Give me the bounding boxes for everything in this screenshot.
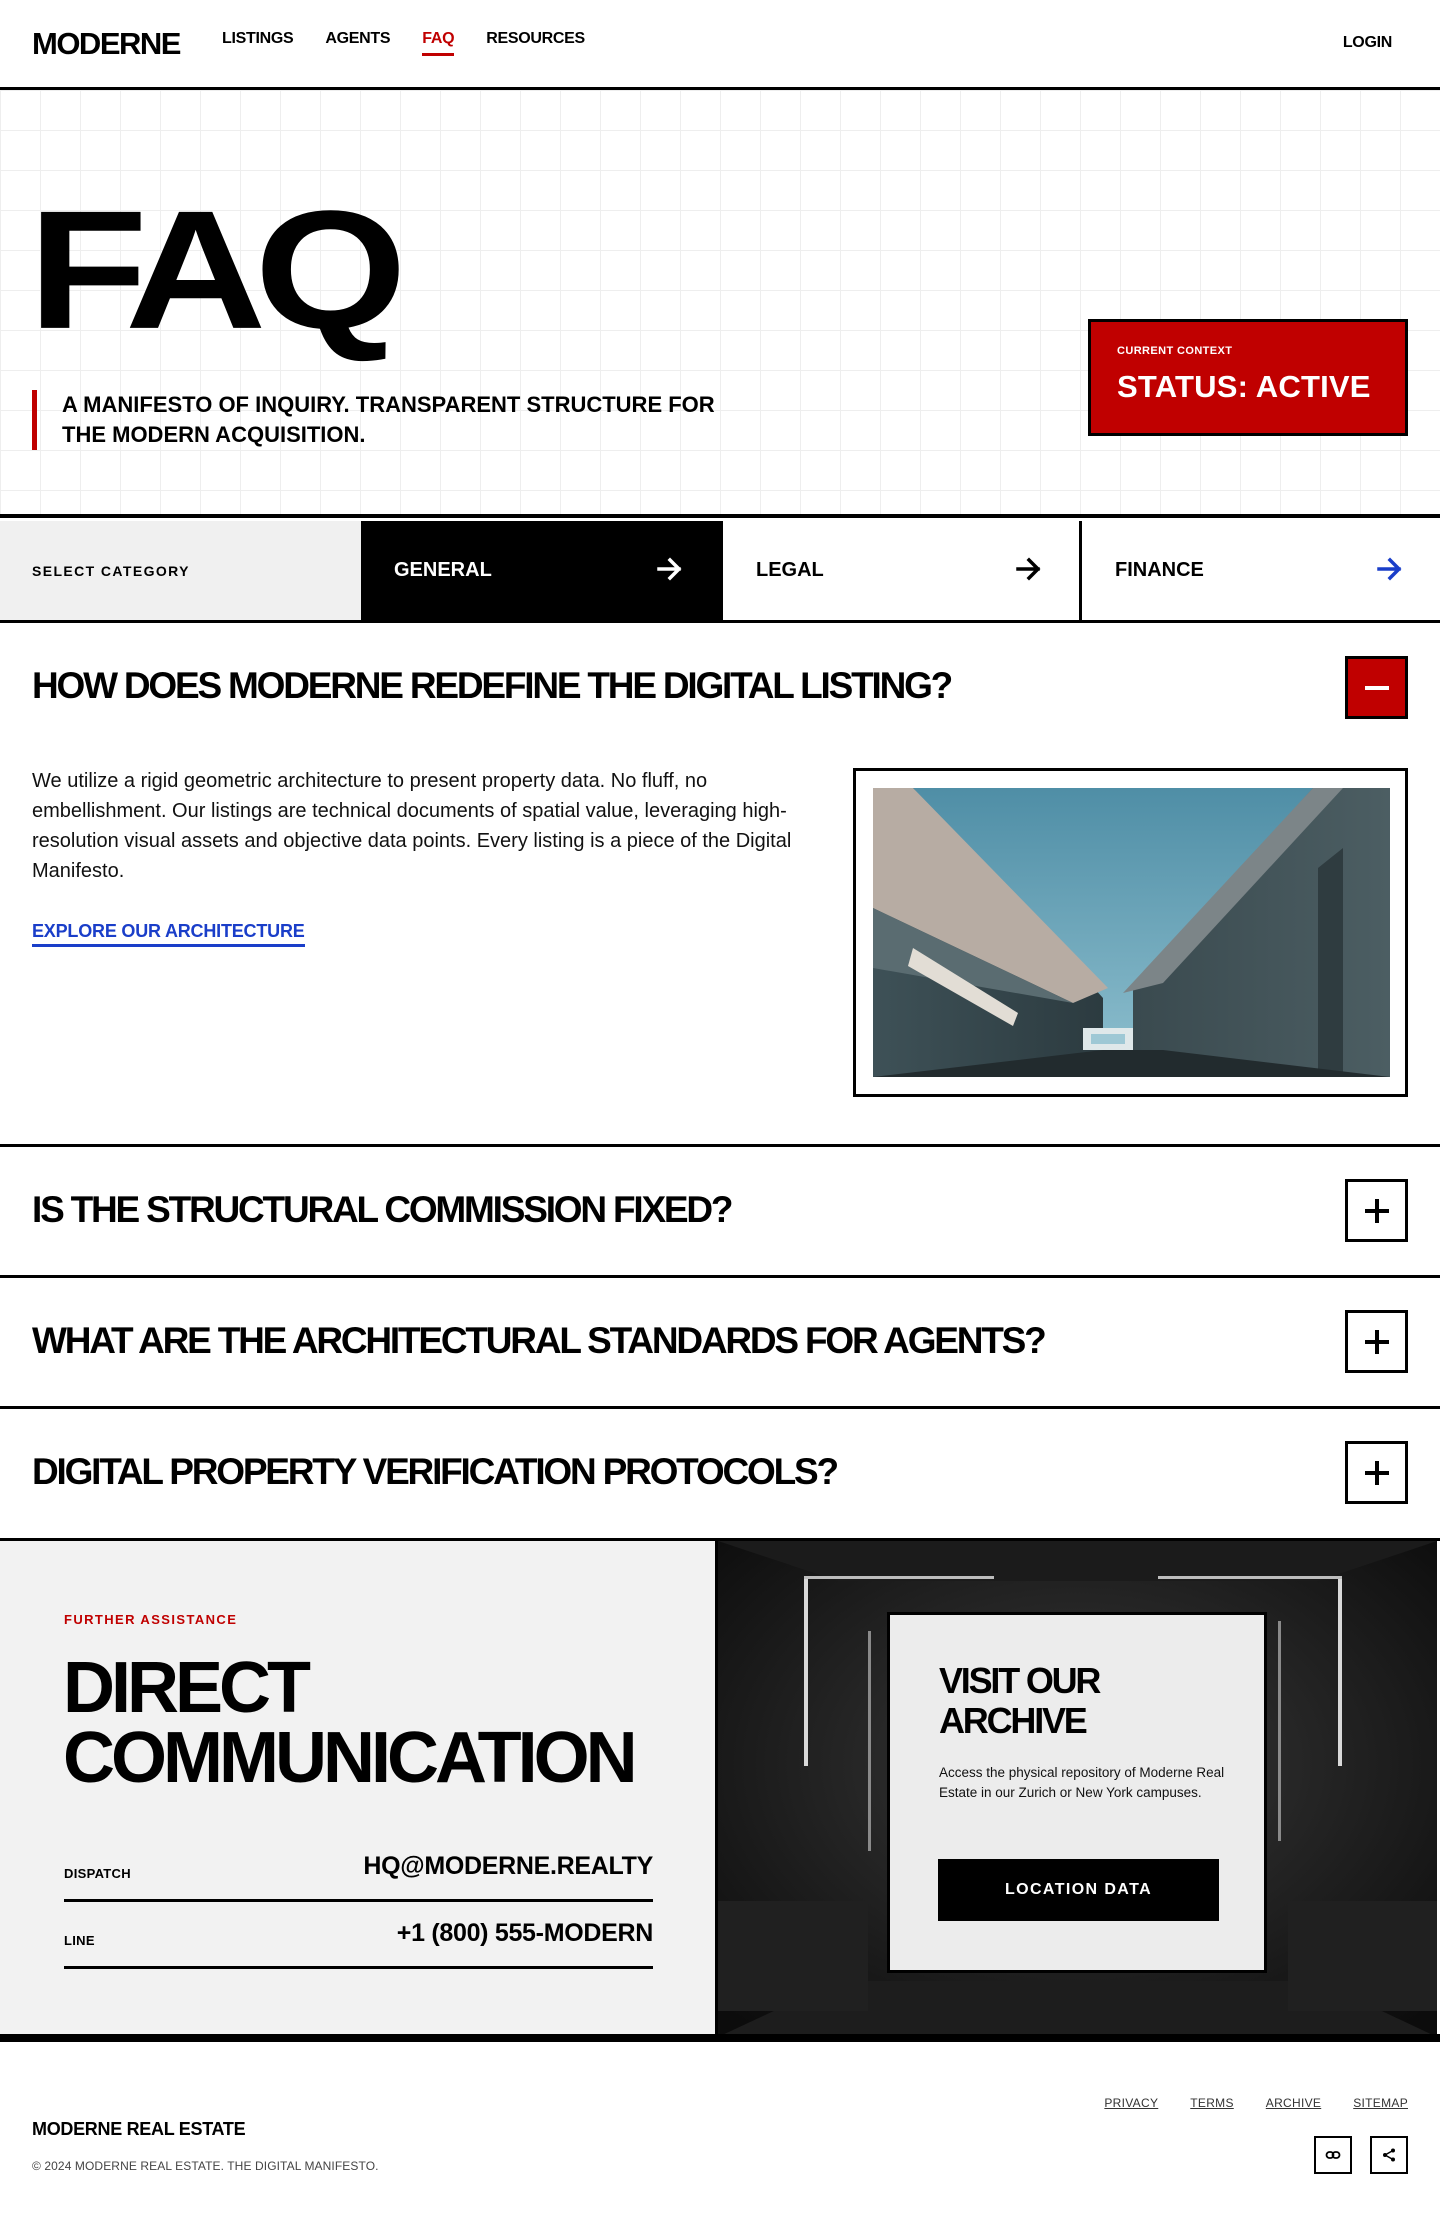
- nav-item-listings[interactable]: LISTINGS: [222, 30, 294, 47]
- link-icon[interactable]: [1314, 2136, 1352, 2174]
- faq-question[interactable]: IS THE STRUCTURAL COMMISSION FIXED?: [32, 1189, 732, 1230]
- site-header: [0, 0, 1440, 90]
- footer-link-privacy[interactable]: PRIVACY: [1104, 2096, 1159, 2110]
- contact-title-line1: DIRECT: [63, 1648, 307, 1728]
- footer-link-terms[interactable]: TERMS: [1190, 2096, 1234, 2110]
- nav-item-resources[interactable]: RESOURCES: [486, 30, 585, 47]
- contact-section: [0, 1538, 1440, 2042]
- tab-legal[interactable]: [723, 521, 1082, 620]
- category-label: SELECT CATEGORY: [0, 521, 361, 620]
- faq-question[interactable]: HOW DOES MODERNE REDEFINE THE DIGITAL LISTING?: [32, 665, 952, 706]
- line-label: LINE: [64, 1933, 95, 1948]
- footer-brand: MODERNE REAL ESTATE: [32, 2119, 246, 2139]
- contact-title-line2: COMMUNICATION: [63, 1718, 634, 1798]
- line-row: [64, 1901, 653, 1969]
- collapse-toggle[interactable]: [1345, 656, 1408, 719]
- location-data-button[interactable]: LOCATION DATA: [938, 1859, 1219, 1921]
- footer-copyright: © 2024 MODERNE REAL ESTATE. THE DIGITAL MANIFESTO.: [32, 2159, 379, 2173]
- footer-link-archive[interactable]: ARCHIVE: [1265, 2096, 1322, 2110]
- main-nav: [222, 30, 585, 56]
- faq-divider: [0, 1144, 1440, 1147]
- nav-item-faq[interactable]: FAQ: [422, 30, 454, 56]
- archive-title: VISIT OUR ARCHIVE: [939, 1660, 1100, 1741]
- archive-description: Access the physical repository of Moderne Real Estate in our Zurich or New York campuses.: [939, 1765, 1225, 1800]
- architecture-image: [853, 768, 1408, 1097]
- status-label: CURRENT CONTEXT: [1117, 345, 1233, 357]
- status-value: STATUS: ACTIVE: [1117, 369, 1371, 404]
- page-subtitle: A MANIFESTO OF INQUIRY. TRANSPARENT STRUCTURE FOR THE MODERN ACQUISITION.: [32, 390, 722, 450]
- tab-general-label: GENERAL: [394, 559, 492, 581]
- login-link[interactable]: LOGIN: [1342, 34, 1392, 51]
- line-phone[interactable]: +1 (800) 555-MODERN: [396, 1919, 653, 1947]
- footer-links: [1104, 2096, 1408, 2110]
- expand-toggle[interactable]: [1345, 1310, 1408, 1373]
- faq-question[interactable]: WHAT ARE THE ARCHITECTURAL STANDARDS FOR AGENTS?: [32, 1320, 1045, 1361]
- tab-legal-label: LEGAL: [756, 559, 824, 581]
- dispatch-email[interactable]: HQ@MODERNE.REALTY: [363, 1852, 653, 1880]
- share-icon[interactable]: [1370, 2136, 1408, 2174]
- status-card: [1088, 319, 1408, 436]
- footer-link-sitemap[interactable]: SITEMAP: [1353, 2096, 1408, 2110]
- faq-divider: [0, 1406, 1440, 1409]
- expand-toggle[interactable]: [1345, 1441, 1408, 1504]
- page-title: FAQ: [28, 175, 395, 365]
- contact-eyebrow: FURTHER ASSISTANCE: [64, 1612, 238, 1627]
- concrete-building-photo: [873, 788, 1390, 1077]
- site-logo[interactable]: MODERNE: [32, 26, 180, 61]
- faq-question[interactable]: DIGITAL PROPERTY VERIFICATION PROTOCOLS?: [32, 1451, 837, 1492]
- dispatch-label: DISPATCH: [64, 1866, 131, 1881]
- tab-general[interactable]: [361, 521, 723, 620]
- archive-panel: [718, 1541, 1437, 2034]
- faq-divider: [0, 1275, 1440, 1278]
- dispatch-row: [64, 1834, 653, 1902]
- hero-section: [0, 90, 1440, 518]
- contact-title: [63, 1648, 634, 1798]
- tab-finance-label: FINANCE: [1115, 559, 1204, 581]
- minus-icon: [1365, 686, 1389, 690]
- faq-answer: We utilize a rigid geometric architecture to present property data. No fluff, no embellishment. Our listings are technical documents of spatial value, leveraging high-resolution visual assets and objective data points. Every listing is a piece of the Digital Manifesto.: [32, 770, 792, 882]
- footer-icons: [1314, 2136, 1408, 2174]
- contact-panel: [0, 1541, 718, 2034]
- expand-toggle[interactable]: [1345, 1179, 1408, 1242]
- arrow-right-icon: [656, 555, 684, 583]
- explore-architecture-link[interactable]: EXPLORE OUR ARCHITECTURE: [32, 921, 305, 947]
- arrow-right-icon: [1015, 555, 1043, 583]
- category-tabs: [0, 521, 1440, 623]
- nav-item-agents[interactable]: AGENTS: [325, 30, 391, 47]
- archive-card: [887, 1612, 1267, 1973]
- arrow-right-icon: [1376, 555, 1404, 583]
- tab-finance[interactable]: [1082, 521, 1440, 620]
